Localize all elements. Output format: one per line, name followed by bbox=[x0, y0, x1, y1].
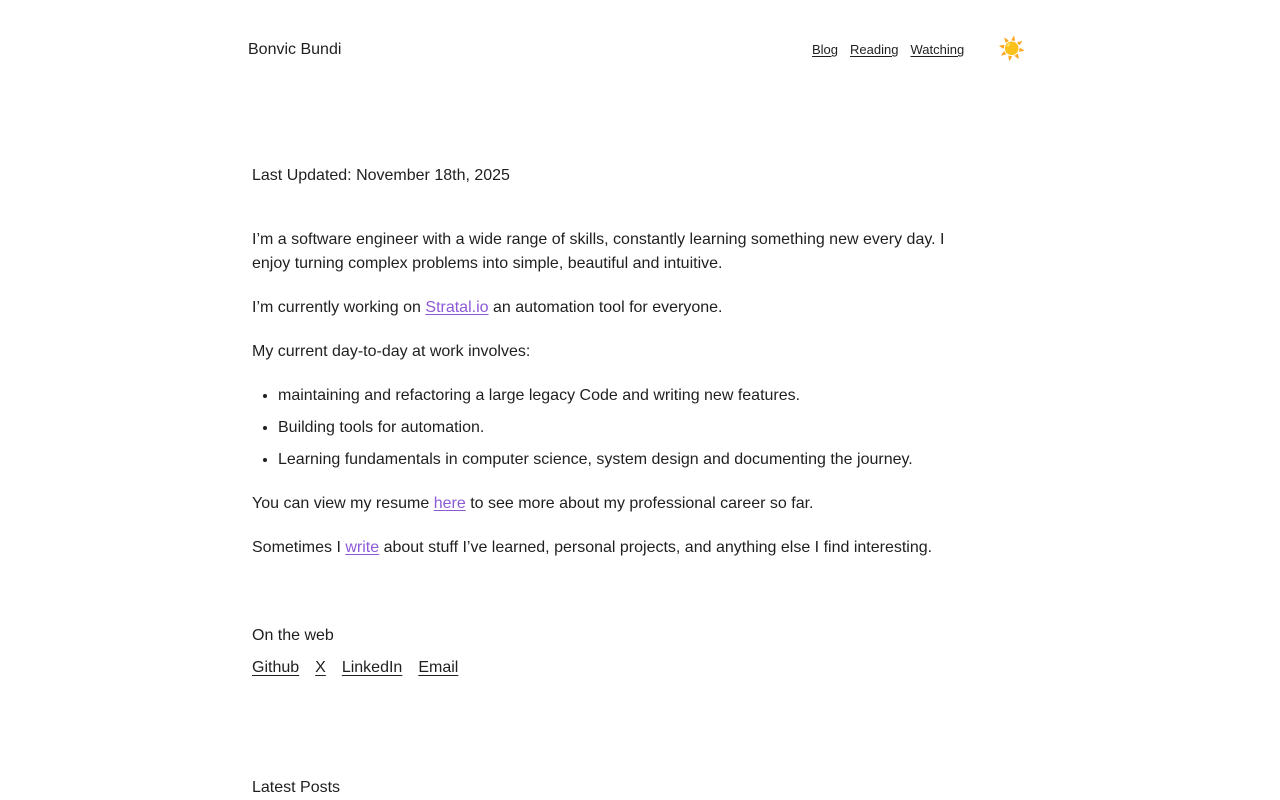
write-prefix: Sometimes I bbox=[252, 539, 346, 556]
resume-prefix: You can view my resume bbox=[252, 495, 434, 512]
x-link[interactable]: X bbox=[315, 659, 326, 676]
resume-paragraph bbox=[252, 492, 952, 516]
working-on-paragraph bbox=[252, 296, 952, 320]
last-updated: Last Updated: November 18th, 2025 bbox=[252, 167, 510, 184]
linkedin-link[interactable]: LinkedIn bbox=[341, 659, 403, 676]
email-link[interactable]: Email bbox=[418, 659, 459, 676]
list-item: • maintaining and refactoring a large legacy Code and writing new features. bbox=[278, 384, 952, 408]
github-link[interactable]: Github bbox=[252, 659, 300, 676]
resume-link[interactable]: here bbox=[433, 495, 466, 512]
working-prefix: I’m currently working on bbox=[252, 299, 426, 316]
top-nav bbox=[812, 41, 964, 59]
nav-link-blog[interactable]: Blog bbox=[812, 42, 839, 57]
work-list bbox=[252, 384, 952, 472]
write-link[interactable]: write bbox=[345, 539, 380, 556]
nav-link-watching[interactable]: Watching bbox=[910, 42, 965, 57]
write-paragraph bbox=[252, 536, 952, 560]
list-item: • Building tools for automation. bbox=[278, 416, 952, 440]
main-content bbox=[252, 164, 952, 580]
site-title[interactable]: Bonvic Bundi bbox=[248, 41, 342, 58]
intro-paragraph: I’m a software engineer with a wide range of skills, constantly learning something new every day. I enjoy turning complex problems into simple, beautiful and intuitive. bbox=[252, 231, 945, 272]
stratal-link[interactable]: Stratal.io bbox=[425, 299, 489, 316]
resume-suffix: to see more about my professional career so far. bbox=[465, 495, 814, 512]
latest-posts-heading: Latest Posts bbox=[252, 779, 341, 796]
nav-link-reading[interactable]: Reading bbox=[850, 42, 899, 57]
day-to-day-paragraph: My current day-to-day at work involves: bbox=[252, 343, 531, 360]
social-links bbox=[252, 656, 458, 680]
on-the-web-heading: On the web bbox=[252, 627, 334, 644]
theme-toggle-sun-icon[interactable]: ☀️ bbox=[998, 36, 1026, 61]
list-item: • Learning fundamentals in computer science, system design and documenting the journey. bbox=[278, 448, 952, 472]
write-suffix: about stuff I’ve learned, personal projects, and anything else I find interesting. bbox=[379, 539, 933, 556]
working-suffix: an automation tool for everyone. bbox=[488, 299, 723, 316]
